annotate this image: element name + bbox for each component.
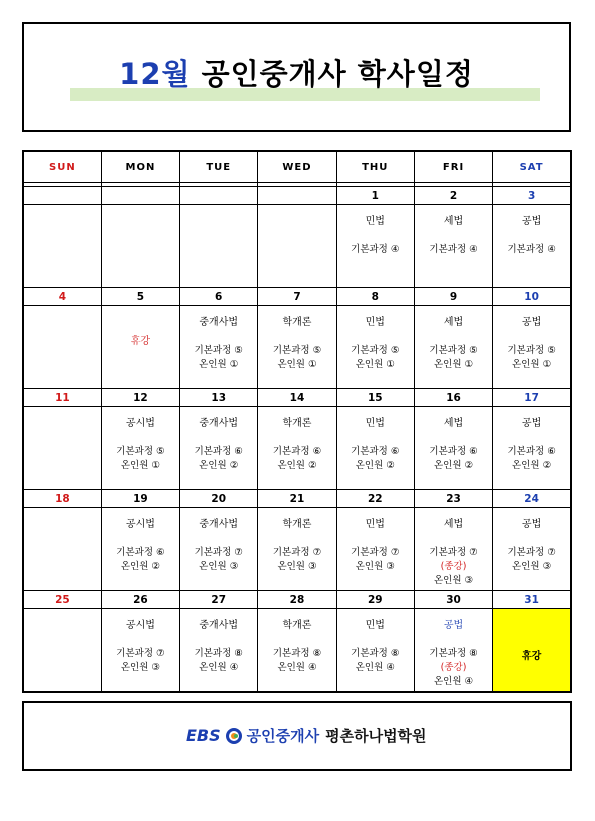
schedule-cell-mon — [101, 205, 179, 288]
class-entry — [493, 508, 570, 574]
schedule-cell-sat — [493, 306, 571, 389]
footer-logo — [186, 725, 427, 746]
course-line: 온인원 ① — [512, 359, 552, 370]
schedule-cell-sun — [23, 407, 101, 490]
course-line: 온인원 ③ — [277, 561, 317, 572]
course-line: 기본과정 ⑦ — [194, 547, 243, 558]
schedule-cell-sat — [493, 205, 571, 288]
course-line: 온인원 ③ — [434, 575, 474, 586]
date-cell-thu: 22 — [336, 490, 414, 508]
schedule-cell-wed — [258, 609, 336, 693]
schedule-cell-sat — [493, 508, 571, 591]
schedule-cell-sat — [493, 407, 571, 490]
course-line: 온인원 ② — [512, 460, 552, 471]
subject-label: 중개사법 — [199, 418, 239, 429]
weekday-tue: TUE — [180, 151, 258, 183]
course-line: 기본과정 ⑧ — [351, 648, 400, 659]
schedule-cell-thu — [336, 205, 414, 288]
subject-label: 공시법 — [125, 620, 155, 631]
subject-label: 민법 — [365, 620, 385, 631]
course-line: 온인원 ④ — [277, 662, 317, 673]
date-cell-tue: 27 — [180, 591, 258, 609]
date-cell-sat: 24 — [493, 490, 571, 508]
course-line: 기본과정 ⑧ — [272, 648, 322, 659]
class-entry — [415, 508, 492, 588]
date-cell-fri: 23 — [414, 490, 492, 508]
course-line: 기본과정 ⑧ — [194, 648, 243, 659]
date-cell-sat: 17 — [493, 389, 571, 407]
calendar-body — [23, 187, 571, 693]
date-cell-fri: 16 — [414, 389, 492, 407]
footer-box — [22, 701, 572, 771]
schedule-cell-sun — [23, 508, 101, 591]
page-title — [24, 52, 569, 93]
date-cell-sun: 11 — [23, 389, 101, 407]
course-line: 기본과정 ④ — [507, 244, 556, 255]
subject-label: 중개사법 — [199, 317, 239, 328]
course-line: 온인원 ① — [199, 359, 239, 370]
weekday-sat: SAT — [493, 151, 571, 183]
schedule-cell-mon — [101, 407, 179, 490]
class-entry — [102, 407, 179, 473]
course-line: 기본과정 ⑦ — [116, 648, 165, 659]
course-line: 온인원 ② — [120, 561, 160, 572]
weekday-mon: MON — [101, 151, 179, 183]
course-line: 기본과정 ⑦ — [429, 547, 478, 558]
subject-label: 공법 — [521, 216, 542, 227]
class-entry — [258, 306, 335, 372]
course-line: 기본과정 ⑤ — [351, 345, 400, 356]
class-entry — [493, 205, 570, 257]
class-entry — [337, 205, 414, 257]
date-cell-sun: 18 — [23, 490, 101, 508]
schedule-cell-fri — [414, 205, 492, 288]
subject-label: 민법 — [365, 418, 385, 429]
schedule-cell-sun — [23, 609, 101, 693]
schedule-cell-wed — [258, 508, 336, 591]
course-line: (종강) — [440, 662, 467, 673]
course-line: 온인원 ④ — [355, 662, 395, 673]
schedule-cell-wed — [258, 407, 336, 490]
date-row — [23, 490, 571, 508]
subject-label: 학개론 — [282, 418, 312, 429]
title-month: 12월 — [119, 57, 191, 91]
schedule-cell-sun — [23, 306, 101, 389]
subject-label: 공법 — [521, 519, 542, 530]
schedule-cell-thu — [336, 306, 414, 389]
schedule-cell-fri — [414, 306, 492, 389]
date-cell-thu: 8 — [336, 288, 414, 306]
class-entry — [415, 407, 492, 473]
schedule-cell-wed — [258, 306, 336, 389]
date-cell-wed: 28 — [258, 591, 336, 609]
class-entry — [258, 609, 335, 675]
schedule-row — [23, 306, 571, 389]
class-entry — [258, 407, 335, 473]
course-line: 기본과정 ⑤ — [507, 345, 556, 356]
schedule-cell-mon — [101, 508, 179, 591]
schedule-cell-fri — [414, 407, 492, 490]
date-cell-sun: 25 — [23, 591, 101, 609]
schedule-cell-tue — [180, 205, 258, 288]
course-line: 기본과정 ④ — [351, 244, 400, 255]
schedule-cell-sun — [23, 205, 101, 288]
course-line: 온인원 ② — [199, 460, 239, 471]
course-line: 기본과정 ⑧ — [429, 648, 478, 659]
weekday-thu: THU — [336, 151, 414, 183]
course-line: 온인원 ③ — [355, 561, 395, 572]
weekday-fri: FRI — [414, 151, 492, 183]
course-line: 기본과정 ⑥ — [351, 446, 400, 457]
date-cell-wed: 7 — [258, 288, 336, 306]
title-box — [22, 22, 571, 132]
schedule-row — [23, 205, 571, 288]
course-line: 온인원 ③ — [512, 561, 552, 572]
date-cell-wed — [258, 187, 336, 205]
brand-name: 공인중개사 — [246, 727, 320, 745]
course-line: 기본과정 ⑥ — [116, 547, 165, 558]
subject-label: 민법 — [365, 216, 385, 227]
class-entry — [415, 205, 492, 257]
class-entry — [337, 609, 414, 675]
subject-label: 공법 — [443, 620, 464, 631]
subject-label: 세법 — [443, 317, 464, 328]
class-entry — [337, 306, 414, 372]
date-cell-sun — [23, 187, 101, 205]
ebs-logo-icon — [225, 727, 243, 745]
schedule-row — [23, 609, 571, 693]
subject-label: 공법 — [521, 317, 542, 328]
date-cell-mon: 12 — [101, 389, 179, 407]
class-entry — [493, 407, 570, 473]
schedule-cell-tue — [180, 508, 258, 591]
date-cell-mon: 26 — [101, 591, 179, 609]
date-cell-mon — [101, 187, 179, 205]
course-line: 온인원 ② — [355, 460, 395, 471]
date-cell-tue — [180, 187, 258, 205]
date-cell-sat: 31 — [493, 591, 571, 609]
subject-label: 중개사법 — [199, 620, 239, 631]
course-line: 기본과정 ⑦ — [272, 547, 322, 558]
date-row — [23, 591, 571, 609]
subject-label: 세법 — [443, 418, 464, 429]
course-line: 기본과정 ⑤ — [272, 345, 322, 356]
schedule-cell-sat — [493, 609, 571, 693]
class-entry — [337, 407, 414, 473]
date-cell-mon: 19 — [101, 490, 179, 508]
date-cell-thu: 29 — [336, 591, 414, 609]
subject-label: 학개론 — [282, 620, 312, 631]
course-line: 기본과정 ⑤ — [116, 446, 165, 457]
date-cell-fri: 30 — [414, 591, 492, 609]
course-line: 온인원 ① — [434, 359, 474, 370]
weekday-wed: WED — [258, 151, 336, 183]
schedule-cell-tue — [180, 609, 258, 693]
schedule-cell-mon — [101, 306, 179, 389]
schedule-row — [23, 508, 571, 591]
weekday-header-row — [23, 151, 571, 183]
date-cell-thu: 15 — [336, 389, 414, 407]
schedule-cell-wed — [258, 205, 336, 288]
course-line: (종강) — [440, 561, 467, 572]
class-entry — [180, 407, 257, 473]
date-cell-thu: 1 — [336, 187, 414, 205]
course-line: 온인원 ③ — [120, 662, 160, 673]
date-row — [23, 288, 571, 306]
date-cell-fri: 2 — [414, 187, 492, 205]
date-cell-sun: 4 — [23, 288, 101, 306]
subject-label: 학개론 — [282, 317, 312, 328]
schedule-cell-fri — [414, 508, 492, 591]
course-line: 온인원 ④ — [199, 662, 239, 673]
date-row — [23, 389, 571, 407]
class-entry — [415, 609, 492, 689]
course-line: 기본과정 ⑥ — [194, 446, 243, 457]
class-entry — [102, 508, 179, 574]
class-entry — [493, 306, 570, 372]
class-entry — [415, 306, 492, 372]
subject-label: 공시법 — [125, 418, 155, 429]
course-line: 기본과정 ⑤ — [429, 345, 478, 356]
date-cell-wed: 21 — [258, 490, 336, 508]
date-cell-mon: 5 — [101, 288, 179, 306]
course-line: 기본과정 ⑤ — [194, 345, 243, 356]
course-line: 기본과정 ⑥ — [507, 446, 556, 457]
subject-label: 공법 — [521, 418, 542, 429]
course-line: 기본과정 ⑥ — [272, 446, 322, 457]
subject-label: 민법 — [365, 519, 385, 530]
class-entry — [180, 609, 257, 675]
course-line: 기본과정 ⑦ — [351, 547, 400, 558]
class-entry — [102, 609, 179, 675]
class-entry — [180, 508, 257, 574]
class-entry — [180, 306, 257, 372]
date-cell-tue: 6 — [180, 288, 258, 306]
date-cell-wed: 14 — [258, 389, 336, 407]
schedule-cell-thu — [336, 508, 414, 591]
course-line: 온인원 ② — [277, 460, 317, 471]
date-cell-tue: 20 — [180, 490, 258, 508]
schedule-cell-tue — [180, 407, 258, 490]
schedule-cell-tue — [180, 306, 258, 389]
schedule-cell-fri — [414, 609, 492, 693]
course-line: 기본과정 ⑥ — [429, 446, 478, 457]
date-cell-sat: 3 — [493, 187, 571, 205]
course-line: 기본과정 ④ — [429, 244, 478, 255]
academy-name: 평촌하나법학원 — [325, 727, 427, 745]
subject-label: 세법 — [443, 216, 464, 227]
schedule-cell-thu — [336, 407, 414, 490]
subject-label: 세법 — [443, 519, 464, 530]
course-line: 온인원 ③ — [199, 561, 239, 572]
date-cell-tue: 13 — [180, 389, 258, 407]
date-cell-sat: 10 — [493, 288, 571, 306]
subject-label: 학개론 — [282, 519, 312, 530]
weekday-sun: SUN — [23, 151, 101, 183]
course-line: 기본과정 ⑦ — [507, 547, 556, 558]
calendar-table — [22, 150, 572, 693]
date-row — [23, 187, 571, 205]
schedule-row — [23, 407, 571, 490]
title-rest: 공인중개사 학사일정 — [201, 57, 474, 91]
date-cell-fri: 9 — [414, 288, 492, 306]
course-line: 온인원 ② — [434, 460, 474, 471]
course-line: 온인원 ④ — [434, 676, 474, 687]
course-line: 온인원 ① — [120, 460, 160, 471]
ebs-logo-text: EBS — [186, 726, 221, 745]
subject-label: 중개사법 — [199, 519, 239, 530]
course-line: 온인원 ① — [355, 359, 395, 370]
subject-label: 공시법 — [125, 519, 155, 530]
schedule-cell-thu — [336, 609, 414, 693]
course-line: 온인원 ① — [277, 359, 317, 370]
holiday-label: 휴강 — [130, 336, 151, 347]
holiday-label: 휴강 — [521, 651, 542, 662]
class-entry — [337, 508, 414, 574]
schedule-cell-mon — [101, 609, 179, 693]
subject-label: 민법 — [365, 317, 385, 328]
class-entry — [258, 508, 335, 574]
